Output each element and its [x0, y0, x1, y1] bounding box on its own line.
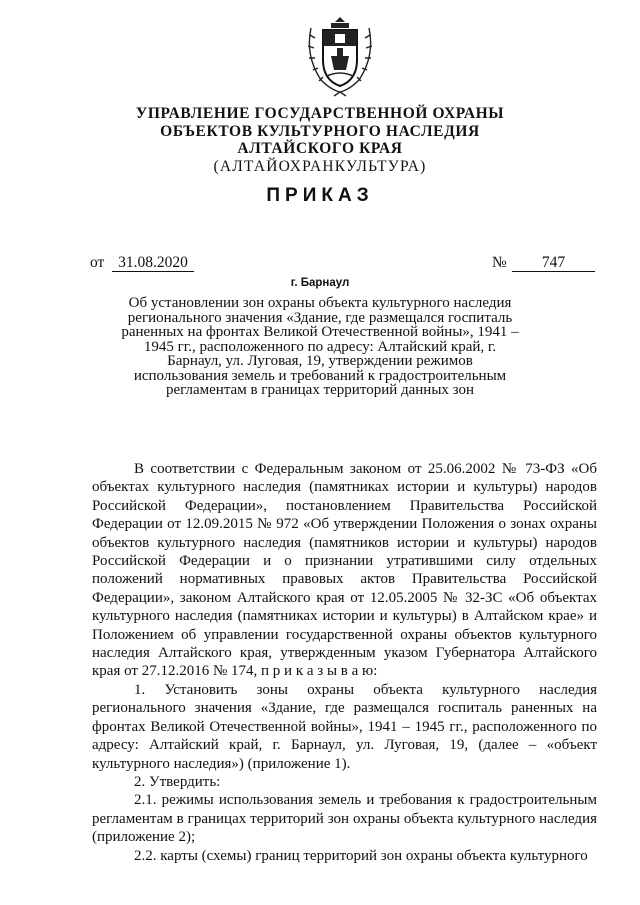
document-date: 31.08.2020	[112, 254, 194, 272]
date-prefix: от	[90, 254, 105, 271]
order-body	[92, 460, 597, 865]
clause-1-paragraph: 1. Установить зоны охраны объекта культурного наследия регионального значения «Здание, где размещался госпиталь раненных на фронтах Великой Отечественной войны», 1941 – 1945 гг., расположенного по адресу: Алтайский край, г. Барнаул, ул. Луговая, 19, (далее – «объект культурного наследия») (приложение 1).	[92, 681, 597, 772]
document-type-title: ПРИКАЗ	[266, 185, 374, 206]
preamble-paragraph: В соответствии с Федеральным законом от 25.06.2002 № 73-ФЗ «Об объектах культурного наследия (памятниках истории и культуры) народов Российской Федерации», постановлением Правительства Российской Федерации от 12.09.2015 № 972 «Об утверждении Положения о зонах охраны объектов культурного наследия (памятников истории и культуры) народов Российской Федерации и о признании утратившими силу отдельных положений нормативных правовых актов Правительства Российской Федерации», законом Алтайского края от 12.05.2005 № 32-ЗС «Об объектах культурного наследия (памятниках истории и культуры) в Алтайском крае» и Положением об управлении государственной охраны объектов культурного наследия Алтайского края, утвержденным указом Губернатора Алтайского края от 27.12.2016 № 174, п р и к а з ы в а ю:	[92, 461, 597, 680]
document-number: 747	[512, 254, 595, 272]
order-subject: Об установлении зон охраны объекта культурного наследия регионального значения «Здание, где размещался госпиталь раненных на фронтах Великой Отечественной войны», 1941 – 1945 гг., расположенного по адресу: Алтайский край, г. Барнаул, ул. Луговая, 19, утверждении режимов использования земель и требований к градостроительным регламентам в границах территорий данных зон	[121, 295, 519, 398]
issuer-header	[0, 105, 640, 176]
organization-name-line-2: ОБЪЕКТОВ КУЛЬТУРНОГО НАСЛЕДИЯ	[160, 122, 480, 140]
clause-2-1-paragraph: 2.1. режимы использования земель и требования к градостроительным регламентам в границах территорий зон охраны объекта культурного наследия (приложение 2);	[92, 792, 597, 846]
organization-name-line-1: УПРАВЛЕНИЕ ГОСУДАРСТВЕННОЙ ОХРАНЫ	[135, 105, 505, 122]
clause-2-2-paragraph: 2.2. карты (схемы) границ территорий зон охраны объекта культурного	[134, 847, 588, 864]
clause-2-paragraph: 2. Утвердить:	[134, 773, 221, 790]
date-number-row	[0, 254, 640, 276]
number-prefix: №	[492, 254, 507, 271]
organization-abbreviation: (АЛТАЙОХРАНКУЛЬТУРА)	[213, 157, 427, 175]
coat-of-arms-icon	[301, 16, 379, 98]
city-label: г. Барнаул	[290, 277, 350, 289]
organization-name-line-3: АЛТАЙСКОГО КРАЯ	[237, 140, 403, 157]
